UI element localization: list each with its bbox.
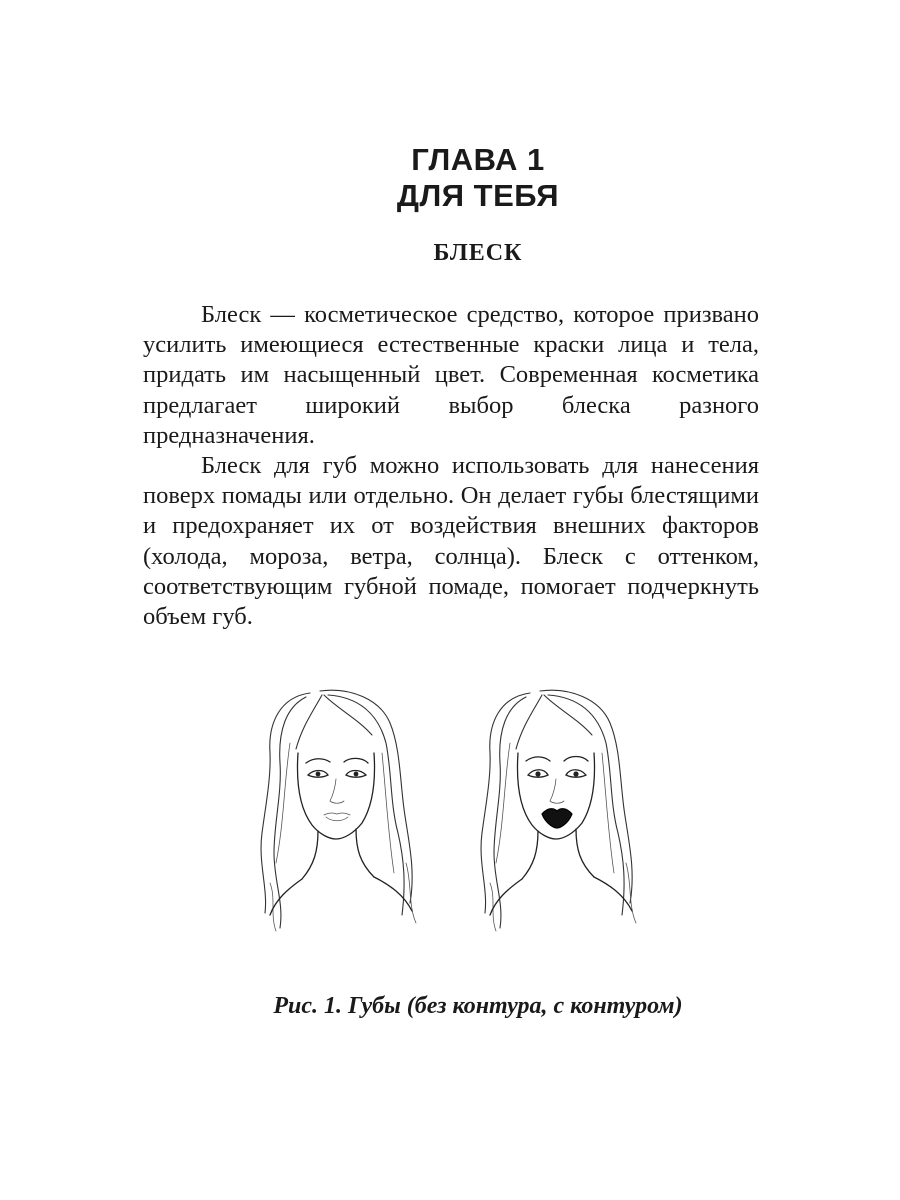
figure-caption: Рис. 1. Губы (без контура, с контуром) <box>273 993 683 1019</box>
chapter-heading <box>0 142 900 214</box>
figure-illustration <box>240 683 660 943</box>
portrait-without-contour <box>261 690 416 931</box>
lips-comparison-illustration <box>240 683 660 943</box>
paragraph: Блеск для губ можно использовать для нанесения поверх помады или отдельно. Он делает губы блестящими и предохраняет их от воздействия внешних факторов (холода, мороза, ветра, солнца). Блеск с оттенком, соответствующим губной помаде, помогает подчеркнуть объем губ. <box>143 452 759 631</box>
lips-with-contour <box>542 809 572 828</box>
section-title: БЛЕСК <box>433 240 523 266</box>
paragraph: Блеск — косметическое средство, которое призвано усилить имеющиеся естественные краски лица и тела, придать им насыщенный цвет. Современная косметика предлагает широкий выбор блеска разного предназначения. <box>143 301 759 449</box>
chapter-number: ГЛАВА 1 <box>411 142 545 177</box>
chapter-title: ДЛЯ ТЕБЯ <box>396 178 560 213</box>
portrait-with-contour <box>481 690 636 931</box>
body-text <box>143 300 759 632</box>
